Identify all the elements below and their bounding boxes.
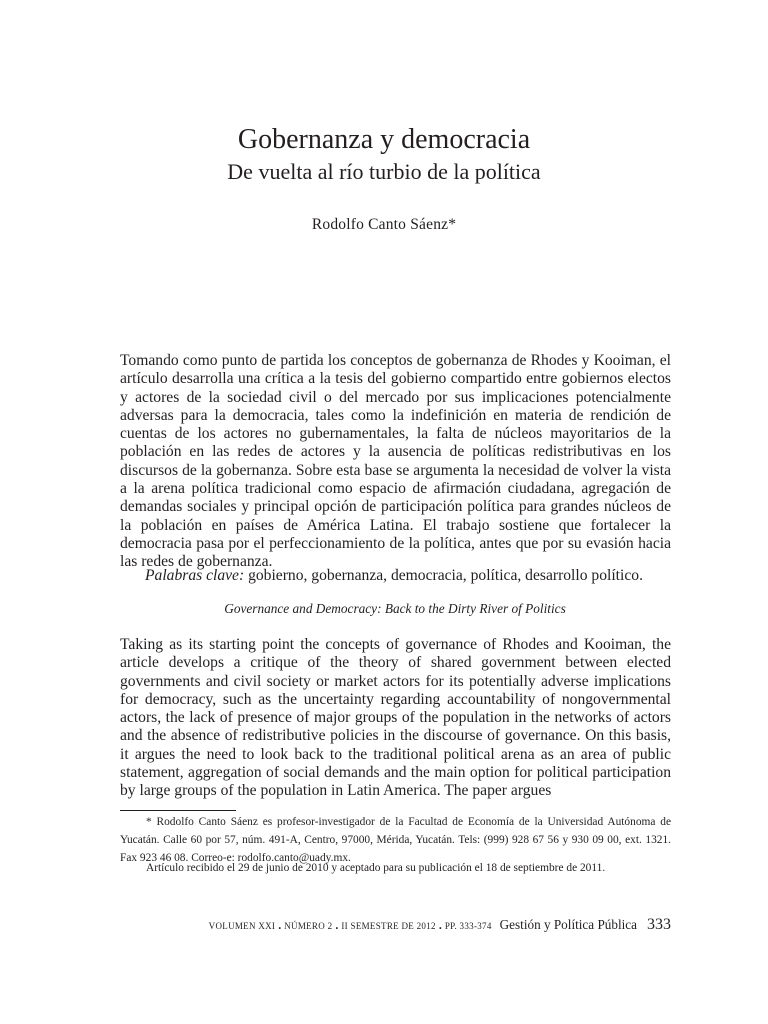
footer-separator: . xyxy=(278,918,282,932)
abstract-spanish: Tomando como punto de partida los conceptos de gobernanza de Rhodes y Kooiman, el artículo desarrolla una crítica a la tesis del gobierno compartido entre gobiernos electos y actores de la sociedad civil o del mercado por sus implicaciones potencialmente adversas para la democracia, tales como la indefinición en materia de rendición de cuentas de los actores no gubernamentales, la falta de núcleos mayoritarios de la población en las redes de actores y la ausencia de políticas redistributivas en los discursos de la gobernanza. Sobre esta base se argumenta la necesidad de volver la vista a la arena política tradicional como espacio de afirmación ciudadana, agregación de demandas sociales y principal opción de participación política para grandes núcleos de la población en países de América Latina. El trabajo sostiene que fortalecer la democracia pasa por el perfeccionamiento de la política, antes que por su evasión hacia las redes de gobernanza. xyxy=(120,352,671,571)
footnote-divider xyxy=(120,810,236,811)
page-footer xyxy=(120,916,671,934)
footer-separator: . xyxy=(438,918,442,932)
keywords-label: Palabras clave: xyxy=(145,567,245,584)
footer-number: NÚMERO 2 xyxy=(284,921,333,931)
page-number: 333 xyxy=(647,916,671,933)
footnote-author: * Rodolfo Canto Sáenz es profesor-investigador de la Facultad de Economía de la Universidad Autónoma de Yucatán. Calle 60 por 57, núm. 491-A, Centro, 97000, Mérida, Yucatán. Tels: (999) 928 67 56 y 930 09 00, ext. 1321. Fax 923 46 08. Correo-e: rodolfo.canto@uady.mx. xyxy=(120,816,671,865)
keywords-line xyxy=(145,567,675,585)
keywords-list: gobierno, gobernanza, democracia, política, desarrollo político. xyxy=(244,567,643,584)
footer-semester: II SEMESTRE DE 2012 xyxy=(341,921,436,931)
footnote-received: Artículo recibido el 29 de junio de 2010 y aceptado para su publicación el 18 de septiembre de 2011. xyxy=(146,862,606,874)
english-title: Governance and Democracy: Back to the Dirty River of Politics xyxy=(224,601,566,616)
article-title: Gobernanza y democracia xyxy=(237,124,531,155)
footer-volume: VOLUMEN XXI xyxy=(208,921,276,931)
author-name: Rodolfo Canto Sáenz* xyxy=(311,216,457,233)
journal-name: Gestión y Política Pública xyxy=(499,917,637,932)
footer-separator: . xyxy=(335,918,339,932)
article-subtitle: De vuelta al río turbio de la política xyxy=(227,159,541,184)
abstract-english: Taking as its starting point the concepts of governance of Rhodes and Kooiman, the article develops a critique of the theory of shared government between elected governments and civil society or market actors for its potentially adverse implications for democracy, such as the uncertainty regarding accountability of nongovernmental actors, the lack of presence of major groups of the population in the networks of actors and the absence of redistributive policies in the discourse of governance. On this basis, it argues the need to look back to the traditional political arena as an area of public statement, aggregation of social demands and the main option for political participation by large groups of the population in Latin America. The paper argues xyxy=(120,636,671,800)
footer-pages: PP. 333-374 xyxy=(444,921,492,931)
